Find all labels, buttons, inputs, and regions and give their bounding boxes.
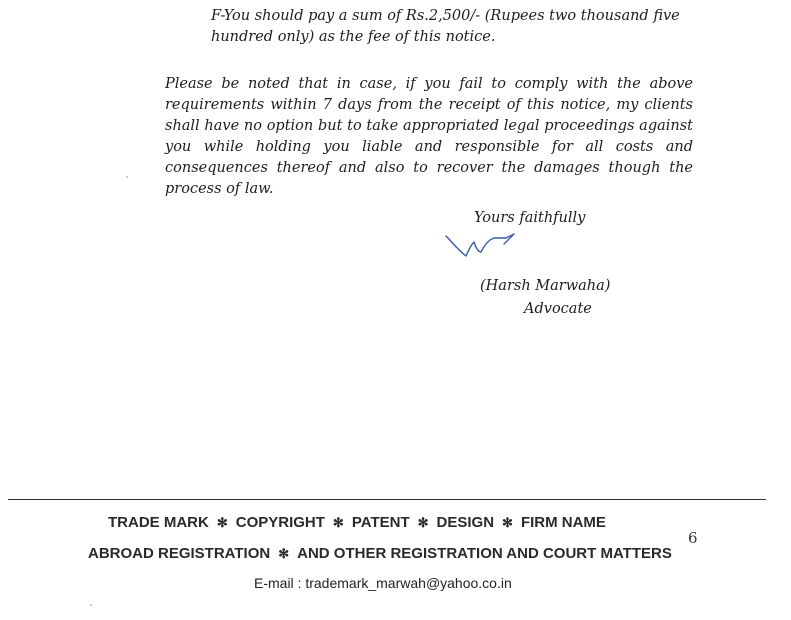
scan-speck — [90, 604, 92, 606]
star-icon: ✻ — [332, 515, 344, 530]
star-icon: ✻ — [502, 515, 513, 530]
footer-item: TRADE MARK — [108, 514, 209, 531]
signature — [444, 228, 524, 268]
footer-services-line-1 — [108, 514, 606, 531]
footer-email: E-mail : trademark_marwah@yahoo.co.in — [254, 575, 512, 591]
footer-item: COPYRIGHT — [235, 514, 325, 531]
footer-item: ABROAD REGISTRATION — [88, 545, 271, 562]
footer-item: FIRM NAME — [520, 514, 606, 531]
signatory-name: (Harsh Marwaha) — [480, 278, 611, 294]
footer-item: DESIGN — [436, 514, 495, 531]
footer-services-line-2 — [88, 545, 672, 562]
footer-divider — [8, 499, 766, 500]
signatory-title: Advocate — [524, 301, 592, 317]
scan-speck — [126, 176, 128, 178]
notice-paragraph: Please be noted that in case, if you fail to comply with the above requirements within 7 days from the receipt of this notice, my clients shall have no option but to take appropriated legal proceedings against you while holding you liable and responsible for all costs and consequences thereof and also to recover the damages though the process of law. — [165, 76, 693, 197]
star-icon: ✻ — [417, 515, 429, 530]
valediction: Yours faithfully — [474, 210, 586, 226]
footer-item: AND OTHER REGISTRATION AND COURT MATTERS — [297, 545, 672, 562]
footer-item: PATENT — [351, 514, 410, 531]
star-icon: ✻ — [278, 546, 290, 561]
point-f: F-You should pay a sum of Rs.2,500/- (Rupees two thousand five hundred only) as the fee of this notice. — [211, 8, 680, 45]
page-number: 6 — [688, 529, 698, 547]
star-icon: ✻ — [216, 515, 228, 530]
